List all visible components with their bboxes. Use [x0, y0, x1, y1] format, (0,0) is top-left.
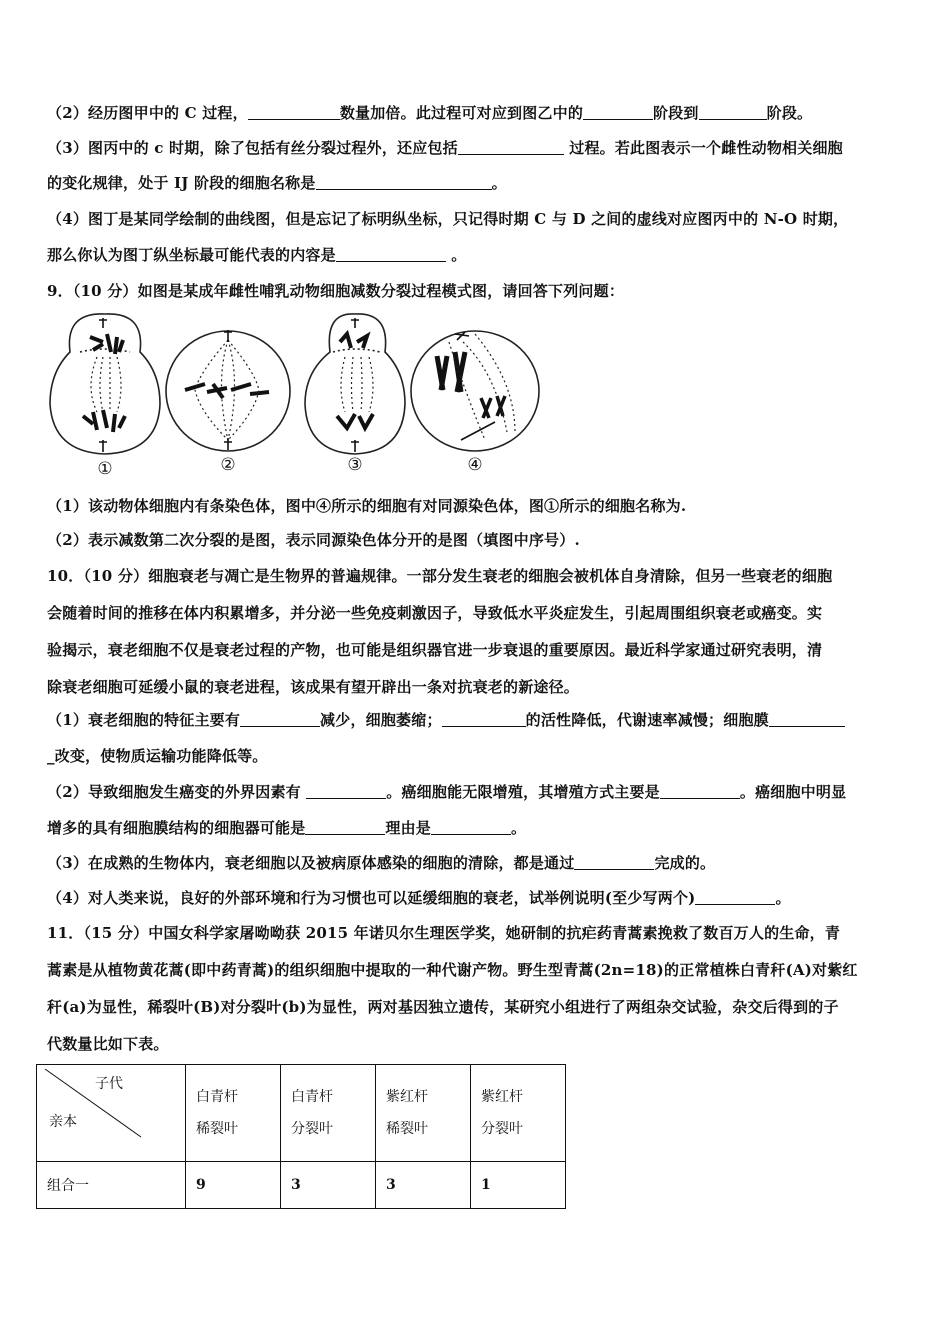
q9-part2: （2）表示减数第二次分裂的是图，表示同源染色体分开的是图（填图中序号）. — [47, 531, 580, 549]
q11-line3: 秆(a)为显性，稀裂叶(B)对分裂叶(b)为显性，两对基因独立遗传，某研究小组进行了两组杂交试验，杂交后得到的子 — [47, 998, 839, 1016]
q9-stem: 9．（10 分）如图是某成年雌性哺乳动物细胞减数分裂过程模式图，请回答下列问题： — [47, 282, 625, 300]
q11-line4: 代数量比如下表。 — [47, 1035, 169, 1053]
q10-part3: （3）在成熟的生物体内，衰老细胞以及被病原体感染的细胞的清除，都是通过 完成的。 — [47, 854, 716, 872]
q9-part1: （1）该动物体细胞内有条染色体，图中④所示的细胞有对同源染色体，图①所示的细胞名称为. — [47, 497, 687, 515]
blank[interactable] — [431, 820, 511, 835]
q8-part4-line1: （4）图丁是某同学绘制的曲线图，但是忘记了标明纵坐标，只记得时期 C 与 D 之间的虚线对应图丙中的 N-O 时期， — [47, 210, 849, 228]
q10-part4: （4）对人类来说，良好的外部环境和行为习惯也可以延缓细胞的衰老，试举例说明(至少写两个) 。 — [47, 889, 791, 907]
figure-label-2: ② — [220, 455, 236, 475]
corner-cell — [37, 1065, 186, 1162]
q10-line1: 10．（10 分）细胞衰老与凋亡是生物界的普遍规律。一部分发生衰老的细胞会被机体自身清除，但另一些衰老的细胞 — [47, 567, 833, 585]
table-cell: 3 — [376, 1162, 471, 1209]
blank[interactable] — [660, 784, 740, 799]
meiosis-figure — [45, 312, 545, 482]
blank[interactable] — [336, 247, 446, 262]
corner-bottom-label: 亲本 — [49, 1114, 77, 1130]
figure-label-4: ④ — [467, 455, 483, 475]
blank[interactable] — [695, 890, 775, 905]
cell-1 — [50, 314, 160, 454]
cell-2 — [166, 330, 290, 451]
blank[interactable] — [458, 140, 564, 155]
q8-part3-line1: （3）图丙中的 c 时期，除了包括有丝分裂过程外，还应包括 过程。若此图表示一个雌性动物相关细胞 — [47, 139, 843, 157]
q11-line2: 蒿素是从植物黄花蒿(即中药青蒿)的组织细胞中提取的一种代谢产物。野生型青蒿(2n=18)的正常植株白青秆(A)对紫红 — [47, 961, 858, 979]
figure-label-3: ③ — [347, 455, 363, 475]
table-cell: 3 — [281, 1162, 376, 1209]
header-cell: 紫红杆 稀裂叶 — [376, 1065, 471, 1162]
q10-part1-line2: _改变，使物质运输功能降低等。 — [47, 747, 268, 765]
q11-line1: 11．（15 分）中国女科学家屠呦呦获 2015 年诺贝尔生理医学奖，她研制的抗疟药青蒿素挽救了数百万人的生命，青 — [47, 924, 841, 942]
cell-4 — [411, 331, 539, 451]
table-cell: 1 — [471, 1162, 566, 1209]
blank[interactable] — [248, 105, 340, 120]
blank[interactable] — [316, 175, 492, 190]
table-header-row — [37, 1065, 566, 1162]
blank[interactable] — [240, 712, 320, 727]
blank[interactable] — [583, 105, 653, 120]
blank[interactable] — [306, 784, 386, 799]
cross-results-table — [36, 1064, 566, 1209]
header-cell: 紫红杆 分裂叶 — [471, 1065, 566, 1162]
table-cell: 9 — [186, 1162, 281, 1209]
blank[interactable] — [305, 820, 385, 835]
figure-label-1: ① — [97, 459, 113, 479]
q10-line2: 会随着时间的推移在体内积累增多，并分泌一些免疫刺激因子，导致低水平炎症发生，引起周围组织衰老或癌变。实 — [47, 604, 823, 622]
corner-top-label: 子代 — [95, 1076, 123, 1092]
blank[interactable] — [769, 712, 845, 727]
q10-part2-line2: 增多的具有细胞膜结构的细胞器可能是 理由是 。 — [47, 819, 527, 837]
q10-line3: 验揭示，衰老细胞不仅是衰老过程的产物，也可能是组织器官进一步衰退的重要原因。最近科学家通过研究表明，清 — [47, 641, 823, 659]
q8-part4-line2: 那么你认为图丁纵坐标最可能代表的内容是 。 — [47, 246, 467, 264]
blank[interactable] — [442, 712, 526, 727]
q8-part2: （2）经历图甲中的 C 过程， 数量加倍。此过程可对应到图乙中的 阶段到 阶段。 — [47, 104, 813, 122]
q10-line4: 除衰老细胞可延缓小鼠的衰老进程，该成果有望开辟出一条对抗衰老的新途径。 — [47, 678, 580, 696]
cell-3 — [305, 314, 405, 454]
table-row — [37, 1162, 566, 1209]
q10-part1-line1: （1）衰老细胞的特征主要有 减少，细胞萎缩； 的活性降低，代谢速率减慢；细胞膜 — [47, 710, 910, 730]
row-label: 组合一 — [37, 1162, 186, 1209]
header-cell: 白青杆 分裂叶 — [281, 1065, 376, 1162]
q8-part3-line2: 的变化规律，处于 IJ 阶段的细胞名称是 。 — [47, 174, 507, 192]
q10-part2-line1: （2）导致细胞发生癌变的外界因素有 。癌细胞能无限增殖，其增殖方式主要是 。癌细胞中明显 — [47, 783, 847, 801]
blank[interactable] — [574, 855, 654, 870]
blank[interactable] — [699, 105, 767, 120]
header-cell: 白青杆 稀裂叶 — [186, 1065, 281, 1162]
